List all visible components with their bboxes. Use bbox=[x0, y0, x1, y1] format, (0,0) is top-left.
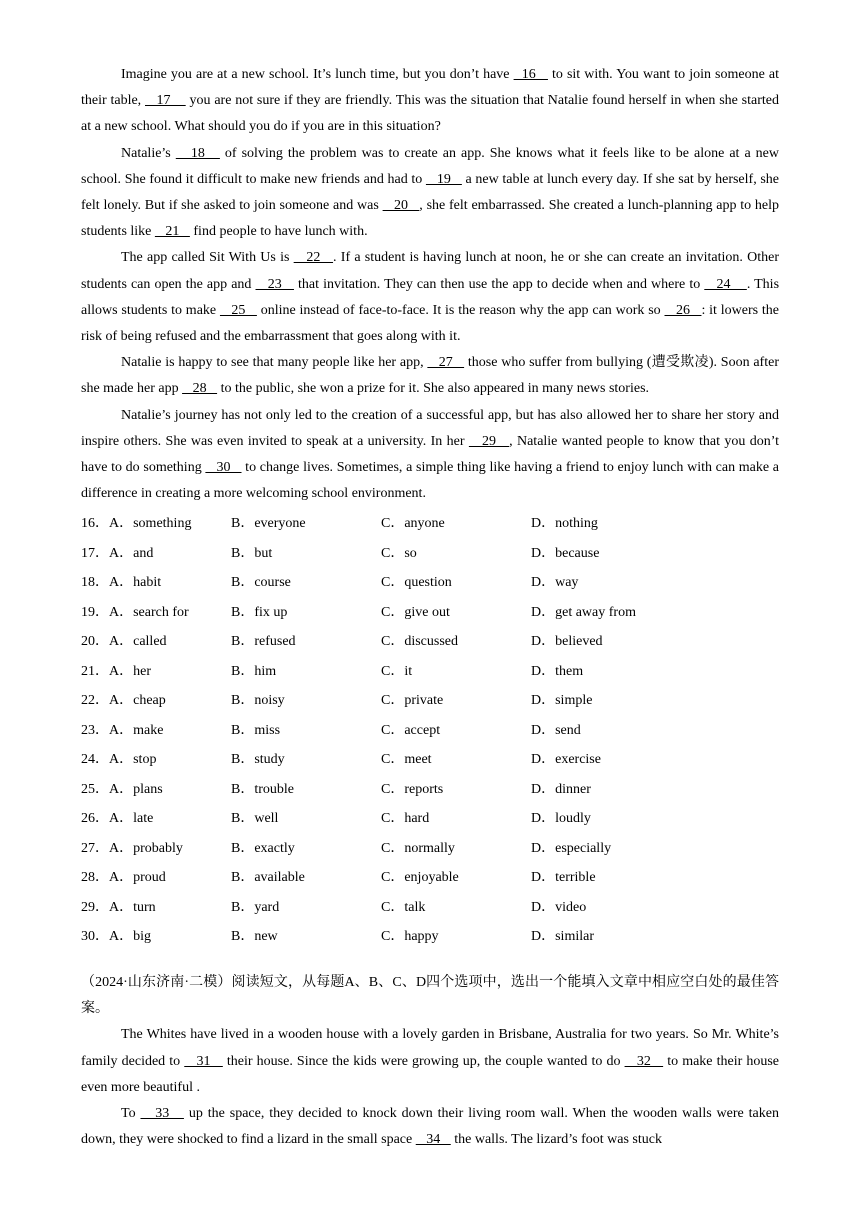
paragraph-text: up the space, they decided to knock down their living room wall. When the wooden walls were taken down, they were shocked to find a lizard in the small space bbox=[81, 1105, 779, 1148]
passage1-paragraph bbox=[81, 403, 779, 508]
option-text: A．her bbox=[109, 663, 151, 679]
question-row bbox=[81, 804, 779, 834]
question-row bbox=[81, 509, 779, 539]
option-text: B．refused bbox=[231, 634, 296, 650]
option-c bbox=[381, 893, 531, 923]
paragraph-text: their house. Since the kids were growing up, the couple wanted to do bbox=[222, 1053, 625, 1069]
paragraph-text: those who suffer from bullying (遭受欺凌). Soon after she made her app bbox=[81, 355, 779, 397]
answer-blank: 24 bbox=[704, 276, 747, 292]
paragraph-text: , she felt embarrassed. She created a lunch-planning app to help students like bbox=[81, 198, 779, 240]
option-text: A．cheap bbox=[109, 693, 166, 709]
paragraph-text: Natalie’s bbox=[121, 145, 176, 161]
answer-blank: 18 bbox=[175, 145, 220, 161]
option-b bbox=[231, 539, 381, 569]
question-row bbox=[81, 627, 779, 657]
option-d bbox=[531, 686, 681, 716]
option-text: C．it bbox=[381, 663, 413, 679]
question-number: 22． bbox=[81, 693, 109, 709]
option-c bbox=[381, 834, 531, 864]
paragraph-text: Natalie’s journey has not only led to the creation of a successful app, but has also allowed her to share her story and inspire others. She was even invited to speak at a university. In her bbox=[81, 407, 779, 449]
answer-blank: 31 bbox=[184, 1053, 223, 1069]
option-c bbox=[381, 863, 531, 893]
option-text: C．talk bbox=[381, 899, 426, 915]
passage1-paragraph bbox=[81, 245, 779, 350]
question-number: 30． bbox=[81, 929, 109, 945]
option-text: D．send bbox=[531, 722, 581, 738]
option-text: C．accept bbox=[381, 722, 441, 738]
option-text: A．big bbox=[109, 929, 151, 945]
option-text: D．video bbox=[531, 899, 587, 915]
option-d bbox=[531, 716, 681, 746]
option-b bbox=[231, 775, 381, 805]
passage-2 bbox=[81, 1022, 779, 1153]
option-d bbox=[531, 804, 681, 834]
option-c bbox=[381, 598, 531, 628]
option-text: B．yard bbox=[231, 899, 280, 915]
option-a bbox=[81, 657, 231, 687]
paragraph-text: , Natalie wanted people to know that you don’t have to do something bbox=[81, 433, 780, 476]
option-c bbox=[381, 539, 531, 569]
question-row bbox=[81, 568, 779, 598]
option-c bbox=[381, 657, 531, 687]
answer-blank: 17 bbox=[145, 93, 186, 109]
option-b bbox=[231, 509, 381, 539]
question-number: 21． bbox=[81, 663, 109, 679]
answer-blank: 16 bbox=[513, 67, 548, 82]
option-d bbox=[531, 893, 681, 923]
option-text: A．search for bbox=[109, 604, 189, 620]
option-text: B．noisy bbox=[231, 693, 285, 709]
option-b bbox=[231, 657, 381, 687]
option-c bbox=[381, 627, 531, 657]
option-a bbox=[81, 922, 231, 952]
paragraph-text: to change lives. Sometimes, a simple thing like having a friend to enjoy lunch with can make a difference in creating a more welcoming school environment. bbox=[81, 460, 780, 502]
paragraph-text: Imagine you are at a new school. It’s lunch time, but you don’t have bbox=[121, 67, 514, 82]
option-text: D．get away from bbox=[531, 604, 636, 620]
question-row bbox=[81, 716, 779, 746]
option-a bbox=[81, 598, 231, 628]
paragraph-text: to make their house even more beautiful . bbox=[81, 1053, 780, 1095]
answer-blank: 23 bbox=[255, 276, 294, 292]
option-d bbox=[531, 775, 681, 805]
option-text: D．especially bbox=[531, 840, 612, 856]
option-text: C．discussed bbox=[381, 634, 458, 650]
option-b bbox=[231, 716, 381, 746]
option-text: B．well bbox=[231, 811, 279, 827]
option-a bbox=[81, 863, 231, 893]
question-number: 28． bbox=[81, 870, 109, 886]
option-text: B．exactly bbox=[231, 840, 295, 856]
option-d bbox=[531, 539, 681, 569]
question-options bbox=[81, 509, 779, 952]
option-text: B．available bbox=[231, 870, 305, 886]
option-text: A．habit bbox=[109, 575, 162, 591]
option-text: D．terrible bbox=[531, 870, 596, 886]
answer-blank: 28 bbox=[182, 381, 218, 397]
option-text: B．everyone bbox=[231, 516, 306, 532]
paragraph-text: The Whites have lived in a wooden house with a lovely garden in Brisbane, Australia for two years. So Mr. White’s family decided to bbox=[81, 1027, 779, 1069]
option-b bbox=[231, 686, 381, 716]
option-text: C．reports bbox=[381, 781, 444, 797]
paragraph-text: To bbox=[121, 1105, 141, 1121]
question-number: 27． bbox=[81, 840, 109, 856]
option-text: C．meet bbox=[381, 752, 432, 768]
answer-blank: 34 bbox=[415, 1132, 451, 1148]
question-number: 29． bbox=[81, 899, 109, 915]
paragraph-text: online instead of face-to-face. It is the reason why the app can work so bbox=[256, 302, 665, 318]
option-text: A．proud bbox=[109, 870, 166, 886]
question-number: 24． bbox=[81, 752, 109, 768]
answer-blank: 27 bbox=[427, 355, 465, 371]
option-text: A．probably bbox=[109, 840, 183, 856]
question-row bbox=[81, 863, 779, 893]
answer-blank: 21 bbox=[154, 224, 190, 240]
option-b bbox=[231, 922, 381, 952]
option-c bbox=[381, 775, 531, 805]
question-number: 17． bbox=[81, 545, 109, 561]
question-number: 25． bbox=[81, 781, 109, 797]
option-text: B．miss bbox=[231, 722, 281, 738]
option-text: B．him bbox=[231, 663, 277, 679]
option-c bbox=[381, 922, 531, 952]
option-text: C．private bbox=[381, 693, 444, 709]
document-page bbox=[81, 62, 779, 1153]
option-b bbox=[231, 863, 381, 893]
passage2-paragraph bbox=[81, 1101, 779, 1153]
option-text: D．loudly bbox=[531, 811, 591, 827]
option-a bbox=[81, 686, 231, 716]
question-row bbox=[81, 539, 779, 569]
option-b bbox=[231, 834, 381, 864]
option-text: D．because bbox=[531, 545, 600, 561]
option-text: B．but bbox=[231, 545, 273, 561]
answer-blank: 20 bbox=[382, 198, 420, 214]
option-a bbox=[81, 568, 231, 598]
option-text: B．study bbox=[231, 752, 285, 768]
option-text: C．hard bbox=[381, 811, 430, 827]
paragraph-text: a new table at lunch every day. If she sat by herself, she felt lonely. But if she asked to join someone and was bbox=[81, 171, 780, 214]
option-text: D．dinner bbox=[531, 781, 591, 797]
option-text: D．them bbox=[531, 663, 584, 679]
option-d bbox=[531, 627, 681, 657]
question-row bbox=[81, 598, 779, 628]
option-a bbox=[81, 745, 231, 775]
paragraph-text: find people to have lunch with. bbox=[189, 224, 368, 240]
option-b bbox=[231, 893, 381, 923]
option-d bbox=[531, 922, 681, 952]
option-text: A．something bbox=[109, 516, 192, 532]
option-text: A．late bbox=[109, 811, 154, 827]
option-c bbox=[381, 509, 531, 539]
option-text: D．way bbox=[531, 575, 579, 591]
option-text: B．fix up bbox=[231, 604, 288, 620]
paragraph-text: of solving the problem was to create an app. She knows what it feels like to be alone at a new school. She found it difficult to make new friends and had to bbox=[81, 145, 779, 187]
answer-blank: 26 bbox=[664, 302, 702, 318]
paragraph-text: that invitation. They can then use the app to decide when and where to bbox=[293, 276, 705, 292]
option-text: C．give out bbox=[381, 604, 450, 620]
option-text: C．question bbox=[381, 575, 452, 591]
option-d bbox=[531, 568, 681, 598]
option-b bbox=[231, 745, 381, 775]
option-d bbox=[531, 598, 681, 628]
passage-2-intro: （2024·山东济南·二模）阅读短文，从每题A、B、C、D四个选项中，选出一个能填入文章中相应空白处的最佳答案。 bbox=[81, 974, 779, 1017]
option-text: A．turn bbox=[109, 899, 156, 915]
option-a bbox=[81, 893, 231, 923]
option-text: A．called bbox=[109, 634, 167, 650]
paragraph-text: The app called Sit With Us is bbox=[121, 250, 294, 266]
option-text: D．similar bbox=[531, 929, 594, 945]
option-d bbox=[531, 509, 681, 539]
option-a bbox=[81, 716, 231, 746]
answer-blank: 22 bbox=[293, 250, 334, 266]
question-row bbox=[81, 657, 779, 687]
passage1-paragraph bbox=[81, 350, 779, 402]
option-text: D．believed bbox=[531, 634, 603, 650]
question-row bbox=[81, 922, 779, 952]
question-number: 16． bbox=[81, 516, 109, 532]
option-a bbox=[81, 804, 231, 834]
option-text: C．anyone bbox=[381, 516, 445, 532]
answer-blank: 29 bbox=[468, 433, 510, 449]
passage2-paragraph bbox=[81, 1022, 779, 1101]
answer-blank: 32 bbox=[624, 1053, 664, 1069]
passage1-paragraph bbox=[81, 141, 779, 246]
answer-blank: 25 bbox=[219, 302, 257, 318]
paragraph-text: the walls. The lizard’s foot was stuck bbox=[450, 1132, 662, 1148]
option-text: B．new bbox=[231, 929, 278, 945]
question-row bbox=[81, 686, 779, 716]
paragraph-text: to the public, she won a prize for it. She also appeared in many news stories. bbox=[217, 381, 650, 397]
paragraph-text: . If a student is having lunch at noon, he or she can create an invitation. Other students can open the app and bbox=[81, 250, 779, 292]
option-text: C．enjoyable bbox=[381, 870, 459, 886]
question-row bbox=[81, 775, 779, 805]
option-c bbox=[381, 716, 531, 746]
option-d bbox=[531, 863, 681, 893]
question-row bbox=[81, 893, 779, 923]
option-text: C．happy bbox=[381, 929, 439, 945]
question-number: 26． bbox=[81, 811, 109, 827]
paragraph-text: to sit with. You want to join someone at their table, bbox=[81, 67, 779, 109]
option-d bbox=[531, 745, 681, 775]
paragraph-text: . This allows students to make bbox=[81, 276, 780, 318]
option-c bbox=[381, 745, 531, 775]
option-a bbox=[81, 775, 231, 805]
passage1-paragraph bbox=[81, 62, 779, 141]
option-text: C．so bbox=[381, 545, 417, 561]
option-text: B．course bbox=[231, 575, 291, 591]
option-b bbox=[231, 568, 381, 598]
option-b bbox=[231, 627, 381, 657]
option-text: C．normally bbox=[381, 840, 455, 856]
option-text: D．exercise bbox=[531, 752, 601, 768]
passage-1 bbox=[81, 62, 779, 507]
option-text: A．stop bbox=[109, 752, 157, 768]
question-number: 18． bbox=[81, 575, 109, 591]
option-text: A．plans bbox=[109, 781, 163, 797]
option-a bbox=[81, 539, 231, 569]
option-c bbox=[381, 568, 531, 598]
option-a bbox=[81, 509, 231, 539]
option-b bbox=[231, 598, 381, 628]
question-row bbox=[81, 745, 779, 775]
option-text: D．nothing bbox=[531, 516, 598, 532]
question-number: 20． bbox=[81, 634, 109, 650]
question-number: 19． bbox=[81, 604, 109, 620]
paragraph-text: : it lowers the risk of being refused and the embarrassment that goes along with it. bbox=[81, 302, 780, 345]
option-d bbox=[531, 834, 681, 864]
option-a bbox=[81, 627, 231, 657]
option-d bbox=[531, 657, 681, 687]
option-text: B．trouble bbox=[231, 781, 294, 797]
option-c bbox=[381, 804, 531, 834]
answer-blank: 19 bbox=[425, 171, 462, 187]
paragraph-text: you are not sure if they are friendly. This was the situation that Natalie found herself in when she started at a new school. What should you do if you are in this situation? bbox=[81, 93, 779, 135]
question-number: 23． bbox=[81, 722, 109, 738]
option-text: D．simple bbox=[531, 693, 593, 709]
option-text: A．and bbox=[109, 545, 154, 561]
paragraph-text: Natalie is happy to see that many people like her app, bbox=[121, 355, 428, 371]
option-text: A．make bbox=[109, 722, 164, 738]
answer-blank: 30 bbox=[205, 460, 242, 476]
option-c bbox=[381, 686, 531, 716]
answer-blank: 33 bbox=[140, 1105, 184, 1121]
option-a bbox=[81, 834, 231, 864]
question-row bbox=[81, 834, 779, 864]
option-b bbox=[231, 804, 381, 834]
